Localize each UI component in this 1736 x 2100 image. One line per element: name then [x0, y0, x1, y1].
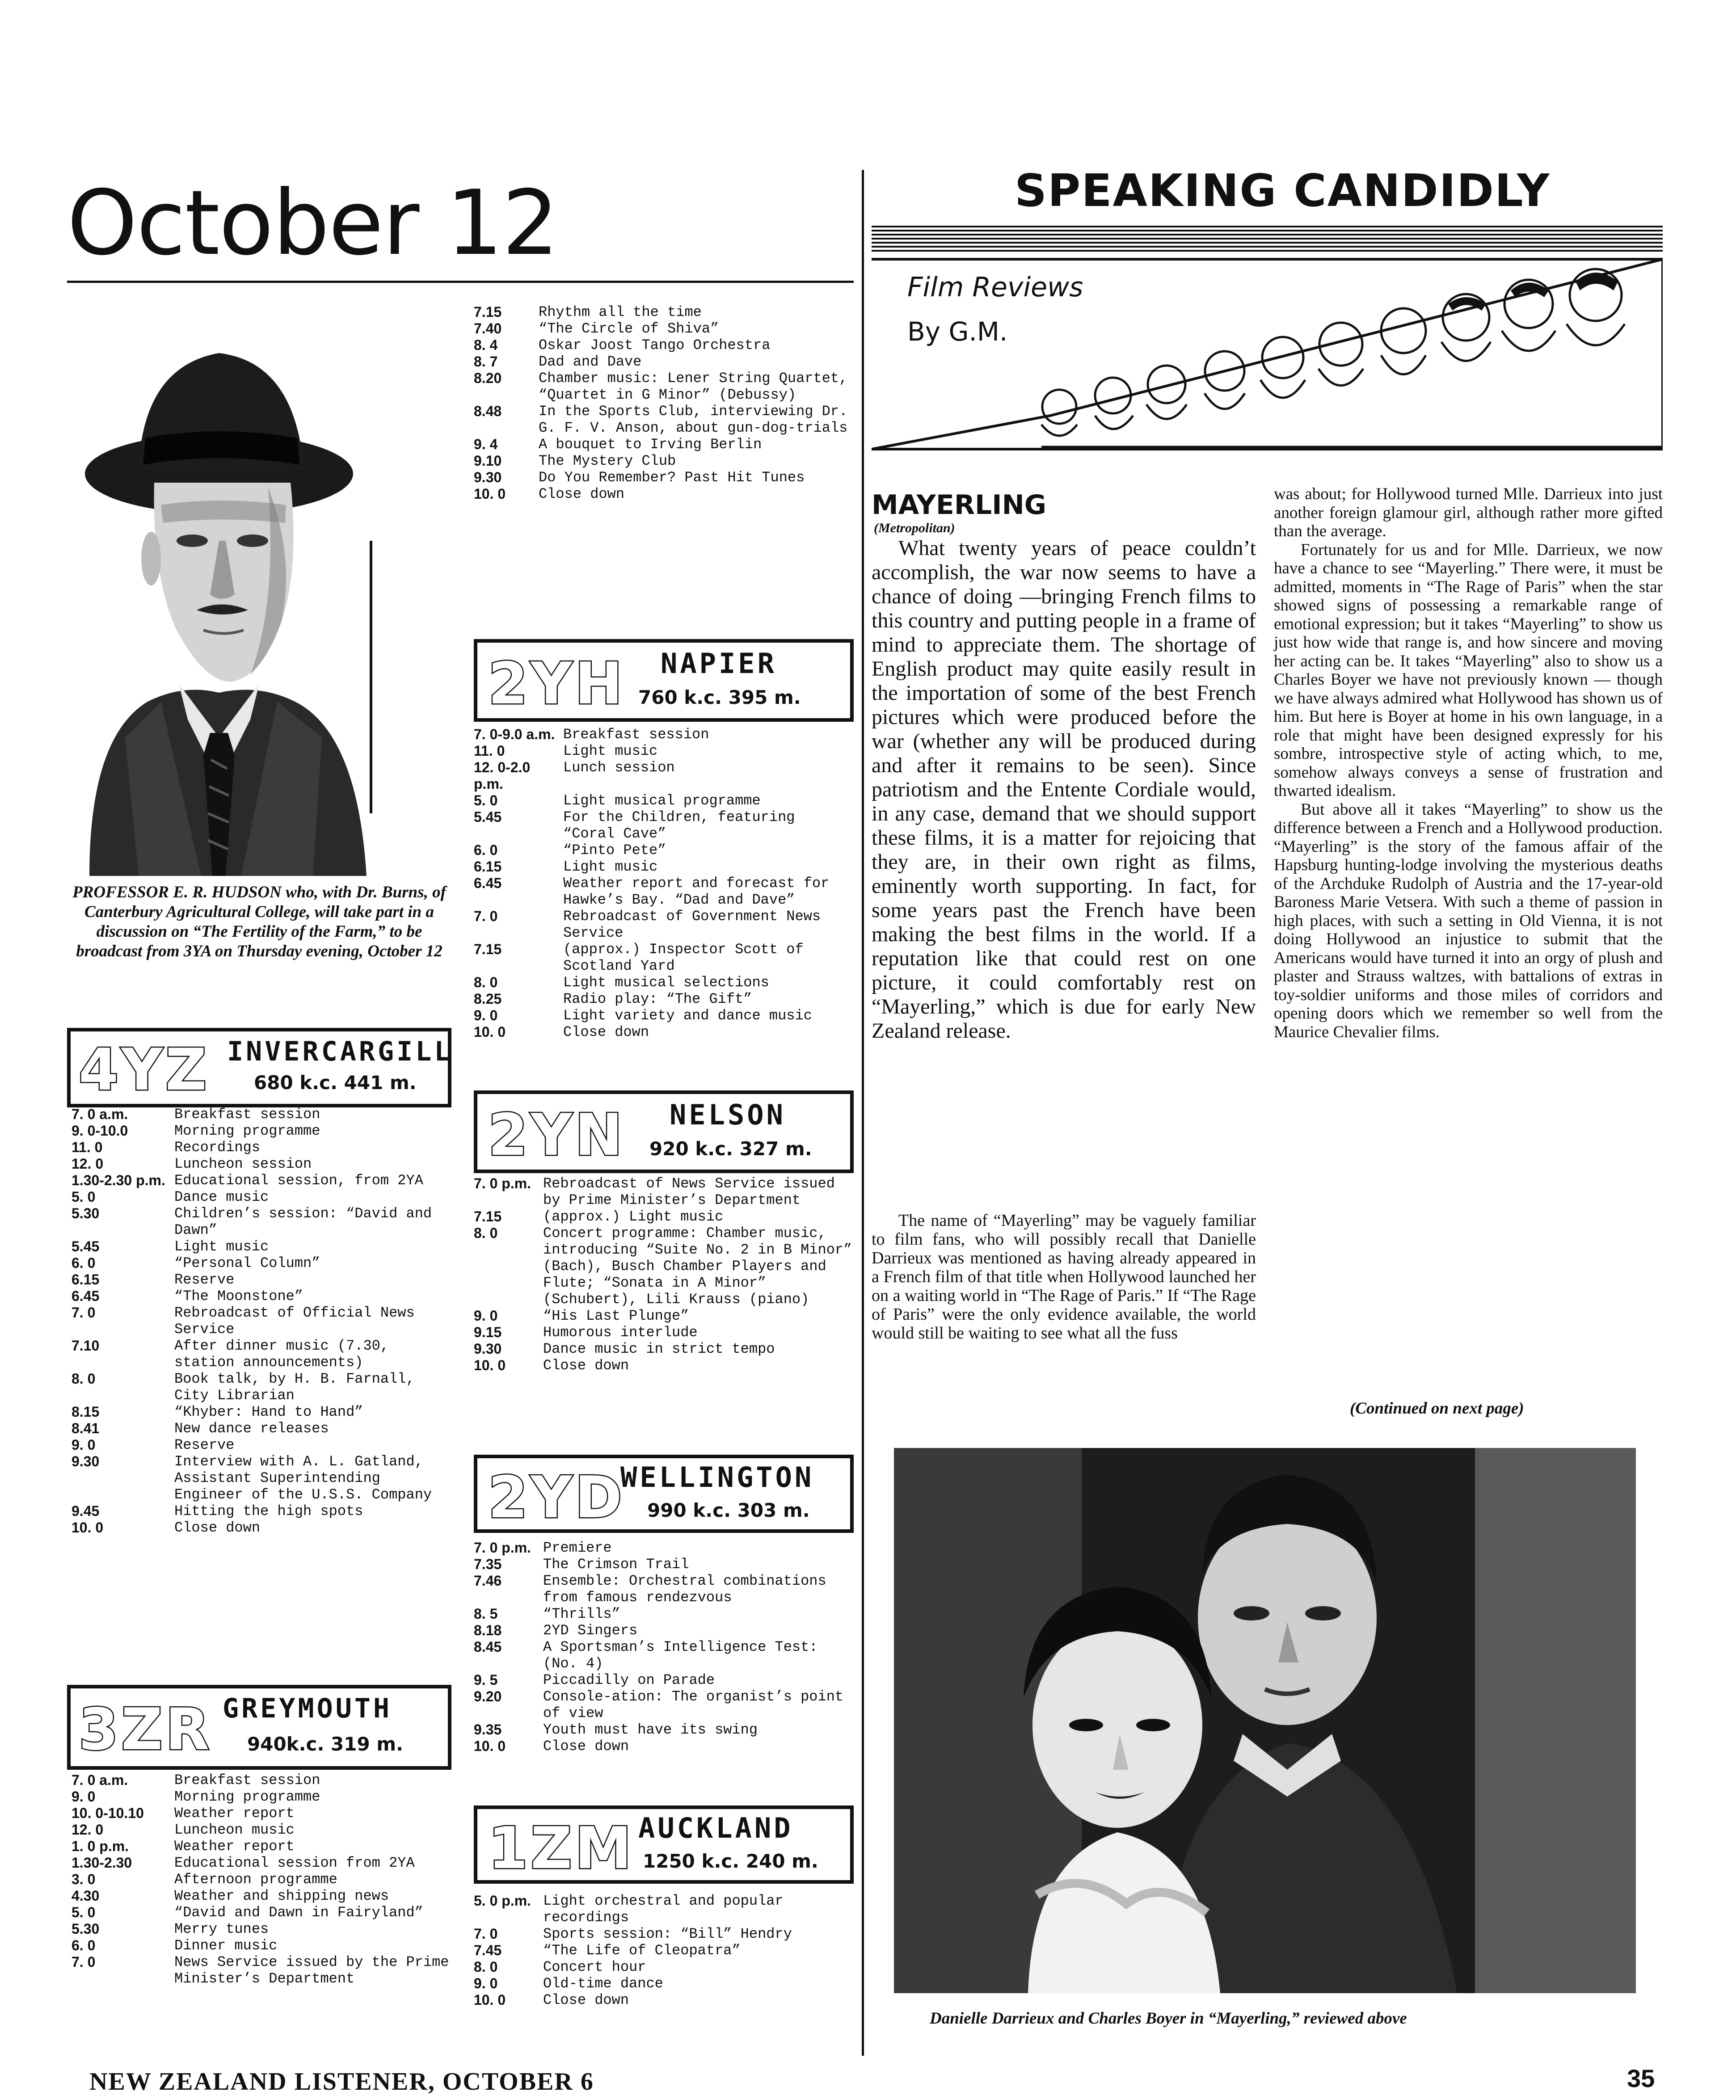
- program-item: [72, 1271, 456, 1288]
- program-time: 8. 7: [474, 354, 498, 370]
- program-item: [72, 1437, 456, 1453]
- title-rule: [67, 281, 854, 283]
- program-title: Merry tunes: [174, 1921, 269, 1937]
- program-time: 7.35: [474, 1556, 502, 1572]
- program-item: [72, 1822, 456, 1838]
- station-frequency: 760 k.c. 395 m.: [638, 686, 801, 708]
- program-title: Book talk, by H. B. Farnall, City Librarian: [174, 1371, 415, 1404]
- program-time: 10. 0: [474, 486, 506, 502]
- program-item: [474, 370, 854, 403]
- program-title: Morning programme: [174, 1123, 320, 1139]
- photo-caption: Danielle Darrieux and Charles Boyer in “Mayerling,” reviewed above: [930, 2009, 1407, 2028]
- program-time: 6.15: [474, 859, 502, 875]
- program-title: Morning programme: [174, 1789, 320, 1805]
- schedule-3zr: [72, 1772, 456, 1987]
- program-title: A Sportsman’s Intelligence Test: (No. 4): [543, 1639, 818, 1672]
- program-time: 9.15: [474, 1324, 502, 1340]
- program-title: Console-ation: The organist’s point of view: [543, 1688, 844, 1721]
- schedule-2yd: [474, 1540, 854, 1755]
- program-title: Dad and Dave: [539, 354, 642, 370]
- program-item: [474, 809, 854, 842]
- program-title: Light music: [563, 743, 658, 759]
- schedule-2yn: [474, 1175, 854, 1374]
- program-item: [72, 1255, 456, 1271]
- program-item: [72, 1503, 456, 1519]
- program-item: [474, 792, 854, 809]
- paragraph: But above all it takes “Mayerling” to show us the difference between a French and a Hollywood production. “Mayerling” is the story of the famous affair of the Hapsburg hunting-lodge involving the mysterious deaths of the Archduke Rudolph of Austria and the 17-year-old Baroness Marie Vetsera. With such a theme of passion in high places, with such a setting in Old Vienna, it is not doing Hollywood an injustice to submit that the Americans would have turned it into an orgy of plush and plaster and Strauss waltzes, with battalions of extras in toy-soldier uniforms and those miles of corridors and opening doors which we remember so well from the Maurice Chevalier films.: [1274, 800, 1663, 1041]
- program-item: [72, 1921, 456, 1937]
- program-time: 10. 0: [474, 1738, 506, 1754]
- program-item: [474, 436, 854, 453]
- program-item: [72, 1288, 456, 1305]
- film-still-photo: [894, 1448, 1636, 1993]
- station-call-sign: 1ZM: [488, 1815, 635, 1882]
- program-time: 9.30: [72, 1453, 100, 1469]
- program-item: [474, 469, 854, 486]
- program-time: 6. 0: [72, 1255, 96, 1271]
- station-city: WELLINGTON: [620, 1461, 814, 1494]
- program-title: Luncheon music: [174, 1822, 295, 1838]
- program-item: [474, 1622, 854, 1639]
- program-title: Luncheon session: [174, 1156, 312, 1172]
- program-item: [474, 1175, 854, 1208]
- program-title: “His Last Plunge”: [543, 1308, 689, 1324]
- program-time: 7. 0 a.m.: [72, 1106, 128, 1122]
- station-call-sign: 2YN: [488, 1102, 625, 1169]
- program-item: [72, 1404, 456, 1420]
- station-frequency: 680 k.c. 441 m.: [254, 1072, 417, 1094]
- program-time: 7.40: [474, 320, 502, 337]
- program-time: 5.45: [72, 1238, 100, 1254]
- program-title: Old-time dance: [543, 1975, 663, 1992]
- program-item: [474, 1992, 854, 2008]
- program-item: [474, 1975, 854, 1992]
- program-title: Light variety and dance music: [563, 1007, 812, 1024]
- station-city: INVERCARGILL: [227, 1036, 453, 1067]
- program-title: Educational session from 2YA: [174, 1855, 415, 1871]
- program-title: (approx.) Light music: [543, 1208, 724, 1225]
- program-title: “The Life of Cleopatra”: [543, 1942, 741, 1959]
- column-divider: [862, 170, 864, 2056]
- program-item: [474, 1926, 854, 1942]
- program-time: 9. 0: [72, 1789, 96, 1805]
- program-item: [474, 875, 854, 908]
- program-title: Ensemble: Orchestral combinations from famous rendezvous: [543, 1573, 826, 1606]
- page-title: October 12: [67, 171, 558, 275]
- program-item: [474, 941, 854, 974]
- program-title: Oskar Joost Tango Orchestra: [539, 337, 771, 354]
- program-item: [474, 1639, 854, 1672]
- program-title: Close down: [543, 1738, 629, 1755]
- program-item: [72, 1772, 456, 1789]
- program-time: 8.15: [72, 1404, 100, 1420]
- program-title: Lunch session: [563, 759, 675, 776]
- page-number: 35: [1627, 2064, 1655, 2092]
- program-item: [474, 486, 854, 502]
- program-item: [474, 1225, 854, 1308]
- program-title: (approx.) Inspector Scott of Scotland Yard: [563, 941, 804, 974]
- program-time: 9. 0: [72, 1437, 96, 1453]
- program-title: Dinner music: [174, 1937, 278, 1954]
- program-item: [474, 453, 854, 469]
- program-time: 10. 0: [72, 1519, 104, 1536]
- program-title: Sports session: “Bill” Hendry: [543, 1926, 792, 1942]
- program-time: 9. 0: [474, 1975, 498, 1991]
- station-header-2yh: [474, 639, 854, 722]
- program-title: Rebroadcast of Government News Service: [563, 908, 821, 941]
- schedule-4yz: [72, 1106, 456, 1536]
- program-title: Piccadilly on Parade: [543, 1672, 715, 1688]
- program-item: [72, 1904, 456, 1921]
- program-time: 7.15: [474, 941, 502, 957]
- program-time: 6.45: [72, 1288, 100, 1304]
- program-item: [72, 1888, 456, 1904]
- program-item: [72, 1937, 456, 1954]
- program-time: 7. 0: [474, 1926, 498, 1942]
- program-time: 12. 0: [72, 1822, 104, 1838]
- program-item: [474, 1024, 854, 1040]
- program-title: “Personal Column”: [174, 1255, 320, 1271]
- program-time: 5. 0: [72, 1904, 96, 1920]
- program-item: [474, 1721, 854, 1738]
- station-city: NELSON: [670, 1098, 786, 1131]
- program-item: [474, 974, 854, 991]
- program-item: [474, 726, 854, 743]
- program-title: Youth must have its swing: [543, 1721, 758, 1738]
- program-time: 8. 4: [474, 337, 498, 353]
- program-time: 9.30: [474, 1341, 502, 1357]
- program-item: [474, 842, 854, 859]
- program-time: 8. 0: [474, 1225, 498, 1241]
- program-title: “Khyber: Hand to Hand”: [174, 1404, 363, 1420]
- paragraph: was about; for Hollywood turned Mlle. Darrieux into just another foreign glamour girl, although rather more gifted than the average.: [1274, 485, 1663, 540]
- article-headline: MAYERLING: [872, 489, 1047, 521]
- paragraph: Fortunately for us and for Mlle. Darrieux, we now have a chance to see “Mayerling.” There were, it must be admitted, moments in “The Rage of Paris” when the star showed signs of possessing a remarkable range of emotional expression; but it takes “Mayerling” to show us just how wide that range is, and how sincere and moving her acting can be. It takes “Mayerling” also to show us a Charles Boyer we have not previously known — though we have always admired what Hollywood has shown us of him. But here is Boyer at home in his own language, in a role that might have been designed expressly for his sombre, introspective style of acting which, to me, somehow always conveys a sense of frustration and thwarted idealism.: [1274, 540, 1663, 800]
- station-header-3zr: [67, 1685, 451, 1770]
- station-header-1zm: [474, 1805, 854, 1884]
- program-time: 6. 0: [72, 1937, 96, 1953]
- article-body-col1: [872, 536, 1256, 1043]
- program-title: Radio play: “The Gift”: [563, 991, 752, 1007]
- program-title: Close down: [539, 486, 625, 502]
- program-title: Breakfast session: [563, 726, 709, 743]
- program-item: [72, 1106, 456, 1123]
- program-time: 8. 0: [474, 1959, 498, 1975]
- program-title: Children’s session: “David and Dawn”: [174, 1205, 432, 1238]
- program-title: Concert programme: Chamber music, introducing “Suite No. 2 in B Minor” (Bach), Busch Chamber Players and Flute; “Sonata in A Minor” (Schubert), Lili Krauss (piano): [543, 1225, 852, 1308]
- program-title: Dance music: [174, 1189, 269, 1205]
- program-item: [474, 403, 854, 436]
- program-time: 7.15: [474, 304, 502, 320]
- program-time: 10. 0-10.10: [72, 1805, 144, 1821]
- program-item: [474, 1556, 854, 1573]
- program-item: [474, 1540, 854, 1556]
- schedule-2yh: [474, 726, 854, 1040]
- program-item: [474, 1942, 854, 1959]
- program-title: Weather and shipping news: [174, 1888, 389, 1904]
- program-time: 5.30: [72, 1205, 100, 1221]
- program-time: 1.30-2.30 p.m.: [72, 1172, 165, 1188]
- program-title: Close down: [543, 1992, 629, 2008]
- station-frequency: 1250 k.c. 240 m.: [643, 1850, 818, 1872]
- program-title: Light musical programme: [563, 792, 761, 809]
- program-title: Concert hour: [543, 1959, 646, 1975]
- program-time: 6. 0: [474, 842, 498, 858]
- program-title: Chamber music: Lener String Quartet, “Quartet in G Minor” (Debussy): [539, 370, 848, 403]
- program-title: Rebroadcast of News Service issued by Prime Minister’s Department: [543, 1175, 835, 1208]
- program-time: 5. 0: [474, 792, 498, 808]
- program-item: [474, 337, 854, 354]
- station-frequency: 990 k.c. 303 m.: [647, 1499, 810, 1521]
- program-item: [72, 1855, 456, 1871]
- schedule-1zm: [474, 1893, 854, 2008]
- station-header-4yz: [67, 1028, 451, 1107]
- article-body-col2: [1274, 485, 1663, 1041]
- program-item: [72, 1954, 456, 1987]
- program-item: [72, 1838, 456, 1855]
- station-city: NAPIER: [661, 647, 777, 680]
- program-title: Recordings: [174, 1139, 261, 1156]
- program-time: 9.10: [474, 453, 502, 469]
- station-frequency: 920 k.c. 327 m.: [649, 1138, 812, 1160]
- program-item: [474, 908, 854, 941]
- program-item: [72, 1139, 456, 1156]
- article-theatre: (Metropolitan): [874, 521, 955, 535]
- station-call-sign: 3ZR: [79, 1696, 212, 1763]
- program-time: 3. 0: [72, 1871, 96, 1887]
- program-time: 9.20: [474, 1688, 502, 1704]
- program-time: 7. 0: [474, 908, 498, 924]
- program-title: For the Children, featuring “Coral Cave”: [563, 809, 795, 842]
- program-item: [474, 1324, 854, 1341]
- program-item: [72, 1123, 456, 1139]
- program-item: [474, 354, 854, 370]
- program-title: Breakfast session: [174, 1106, 320, 1123]
- program-time: 8.41: [72, 1420, 100, 1436]
- paragraph: The name of “Mayerling” may be vaguely familiar to film fans, who will possibly recall that Danielle Darrieux was mentioned as having already appeared in a French film of that title when Hollywood launched her on a waiting world in “The Rage of Paris.” If “The Rage of Paris” were the only evidence available, the world would still be waiting to see what all the fuss: [872, 1211, 1256, 1342]
- program-item: [72, 1189, 456, 1205]
- program-title: The Crimson Trail: [543, 1556, 689, 1573]
- page-footer: NEW ZEALAND LISTENER, OCTOBER 6: [89, 2068, 594, 2096]
- program-time: 7. 0: [72, 1305, 96, 1321]
- program-time: 7. 0 a.m.: [72, 1772, 128, 1788]
- program-title: Light musical selections: [563, 974, 769, 991]
- program-item: [72, 1238, 456, 1255]
- program-title: “Thrills”: [543, 1606, 620, 1622]
- program-title: Light orchestral and popular recordings: [543, 1893, 784, 1926]
- program-title: News Service issued by the Prime Minister’s Department: [174, 1954, 449, 1987]
- program-time: 7.45: [474, 1942, 502, 1958]
- program-item: [72, 1338, 456, 1371]
- program-title: Light music: [563, 859, 658, 875]
- program-title: Weather report: [174, 1838, 295, 1855]
- program-time: 8.20: [474, 370, 502, 386]
- program-time: 5. 0 p.m.: [474, 1893, 531, 1909]
- program-item: [72, 1453, 456, 1503]
- program-title: Close down: [174, 1519, 261, 1536]
- portrait-hudson: [72, 290, 375, 876]
- program-item: [72, 1172, 456, 1189]
- program-item: [474, 1672, 854, 1688]
- station-frequency: 940k.c. 319 m.: [247, 1733, 404, 1755]
- program-item: [474, 1007, 854, 1024]
- program-time: 6.15: [72, 1271, 100, 1288]
- paragraph: What twenty years of peace couldn’t accomplish, the war now seems to have a chance of doing —bringing French films to this country and putting people in a frame of mind to appreciate them. The shortage of English product may quite easily result in the importation of some of the best French pictures which were produced before the war (whether any will be produced during and after it remains to be seen). Since patriotism and the Entente Cordiale would, in any case, demand that we should support these films, it is a matter for rejoicing that they are, in their own right as films, eminently worth supporting. In fact, for some years past the French have been making the best films in the world. If a reputation like that could rest on one picture, it could comfortably rest on “Mayerling,” which is due for early New Zealand release.: [872, 536, 1256, 1043]
- program-title: Close down: [563, 1024, 649, 1040]
- program-title: Educational session, from 2YA: [174, 1172, 423, 1189]
- program-item: [474, 1208, 854, 1225]
- program-time: 5.30: [72, 1921, 100, 1937]
- program-time: 10. 0: [474, 1024, 506, 1040]
- program-title: Rebroadcast of Official News Service: [174, 1305, 415, 1338]
- program-item: [72, 1420, 456, 1437]
- program-time: 9. 0: [474, 1007, 498, 1023]
- program-title: “David and Dawn in Fairyland”: [174, 1904, 423, 1921]
- article-body-col1b: [872, 1211, 1256, 1342]
- portrait-caption: PROFESSOR E. R. HUDSON who, with Dr. Burns, of Canterbury Agricultural College, will take part in a discussion on “The Fertility of the Farm,” to be broadcast from 3YA on Thursday evening, October 12: [72, 883, 446, 960]
- program-title: Interview with A. L. Gatland, Assistant Superintending Engineer of the U.S.S. Company: [174, 1453, 432, 1503]
- station-call-sign: 2YD: [488, 1465, 625, 1531]
- program-title: “The Circle of Shiva”: [539, 320, 719, 337]
- program-item: [474, 320, 854, 337]
- program-time: 12. 0-2.0 p.m.: [474, 759, 531, 792]
- program-item: [72, 1519, 456, 1536]
- program-title: Humorous interlude: [543, 1324, 698, 1341]
- program-time: 7.46: [474, 1573, 502, 1589]
- program-title: 2YD Singers: [543, 1622, 638, 1639]
- program-time: 8. 0: [72, 1371, 96, 1387]
- program-item: [474, 859, 854, 875]
- program-time: 5.45: [474, 809, 502, 825]
- program-time: 8.25: [474, 991, 502, 1007]
- program-time: 9. 5: [474, 1672, 498, 1688]
- program-item: [72, 1871, 456, 1888]
- program-title: Weather report and forecast for Hawke’s Bay. “Dad and Dave”: [563, 875, 830, 908]
- program-time: 9.45: [72, 1503, 100, 1519]
- program-time: 12. 0: [72, 1156, 104, 1172]
- program-item: [474, 1308, 854, 1324]
- program-item: [474, 991, 854, 1007]
- program-title: Weather report: [174, 1805, 295, 1822]
- program-item: [72, 1156, 456, 1172]
- program-title: After dinner music (7.30, station announcements): [174, 1338, 389, 1371]
- program-item: [474, 1357, 854, 1374]
- program-title: Rhythm all the time: [539, 304, 702, 320]
- program-title: Afternoon programme: [174, 1871, 337, 1888]
- station-header-2yd: [474, 1455, 854, 1533]
- station-call-sign: 4YZ: [79, 1037, 210, 1103]
- program-item: [72, 1205, 456, 1238]
- program-time: 4.30: [72, 1888, 100, 1904]
- program-time: 1.30-2.30: [72, 1855, 132, 1871]
- program-time: 9. 4: [474, 436, 498, 452]
- program-time: 7. 0 p.m.: [474, 1540, 531, 1556]
- program-item: [474, 1738, 854, 1755]
- program-time: 11. 0: [474, 743, 505, 759]
- program-time: 7. 0-9.0 a.m.: [474, 726, 555, 742]
- program-item: [474, 1959, 854, 1975]
- program-title: “The Moonstone”: [174, 1288, 303, 1305]
- program-item: [474, 1341, 854, 1357]
- station-call-sign: 2YH: [488, 651, 625, 717]
- program-title: Premiere: [543, 1540, 612, 1556]
- program-time: 9.35: [474, 1721, 502, 1738]
- program-time: 10. 0: [474, 1357, 506, 1373]
- program-title: New dance releases: [174, 1420, 329, 1437]
- program-time: 7. 0: [72, 1954, 96, 1970]
- kicker: Film Reviews: [907, 272, 1083, 303]
- program-item: [474, 304, 854, 320]
- program-time: 7. 0 p.m.: [474, 1175, 531, 1191]
- program-title: Reserve: [174, 1437, 235, 1453]
- program-title: A bouquet to Irving Berlin: [539, 436, 762, 453]
- program-title: Light music: [174, 1238, 269, 1255]
- program-time: 9. 0-10.0: [72, 1123, 128, 1139]
- program-title: Reserve: [174, 1271, 235, 1288]
- program-item: [72, 1789, 456, 1805]
- section-title: SPEAKING CANDIDLY: [1015, 164, 1551, 217]
- program-item: [474, 759, 854, 792]
- program-item: [474, 1893, 854, 1926]
- program-time: 1. 0 p.m.: [72, 1838, 129, 1854]
- program-title: Do You Remember? Past Hit Tunes: [539, 469, 805, 486]
- program-time: 8.18: [474, 1622, 502, 1638]
- program-item: [474, 1688, 854, 1721]
- program-time: 11. 0: [72, 1139, 103, 1155]
- station-city: GREYMOUTH: [223, 1693, 392, 1724]
- program-title: The Mystery Club: [539, 453, 676, 469]
- audience-illustration: [872, 223, 1663, 474]
- program-item: [72, 1805, 456, 1822]
- program-time: 6.45: [474, 875, 502, 891]
- program-time: 10. 0: [474, 1992, 506, 2008]
- program-item: [474, 1573, 854, 1606]
- program-time: 8.45: [474, 1639, 502, 1655]
- program-title: In the Sports Club, interviewing Dr. G. F. V. Anson, about gun-dog-trials: [539, 403, 848, 436]
- station-city: AUCKLAND: [638, 1812, 793, 1844]
- schedule-continued: [474, 304, 854, 502]
- program-time: 7.15: [474, 1208, 502, 1225]
- program-item: [72, 1305, 456, 1338]
- program-time: 7.10: [72, 1338, 100, 1354]
- program-item: [474, 743, 854, 759]
- program-time: 8.48: [474, 403, 502, 419]
- byline: By G.M.: [907, 316, 1008, 347]
- program-time: 8. 0: [474, 974, 498, 990]
- program-time: 5. 0: [72, 1189, 96, 1205]
- continued-note: (Continued on next page): [1350, 1399, 1524, 1418]
- station-header-2yn: [474, 1090, 854, 1173]
- program-time: 8. 5: [474, 1606, 498, 1622]
- program-title: Dance music in strict tempo: [543, 1341, 775, 1357]
- program-item: [72, 1371, 456, 1404]
- program-title: Close down: [543, 1357, 629, 1374]
- program-title: Hitting the high spots: [174, 1503, 363, 1519]
- program-time: 9. 0: [474, 1308, 498, 1324]
- program-title: Breakfast session: [174, 1772, 320, 1789]
- program-time: 9.30: [474, 469, 502, 485]
- program-item: [474, 1606, 854, 1622]
- program-title: “Pinto Pete”: [563, 842, 666, 859]
